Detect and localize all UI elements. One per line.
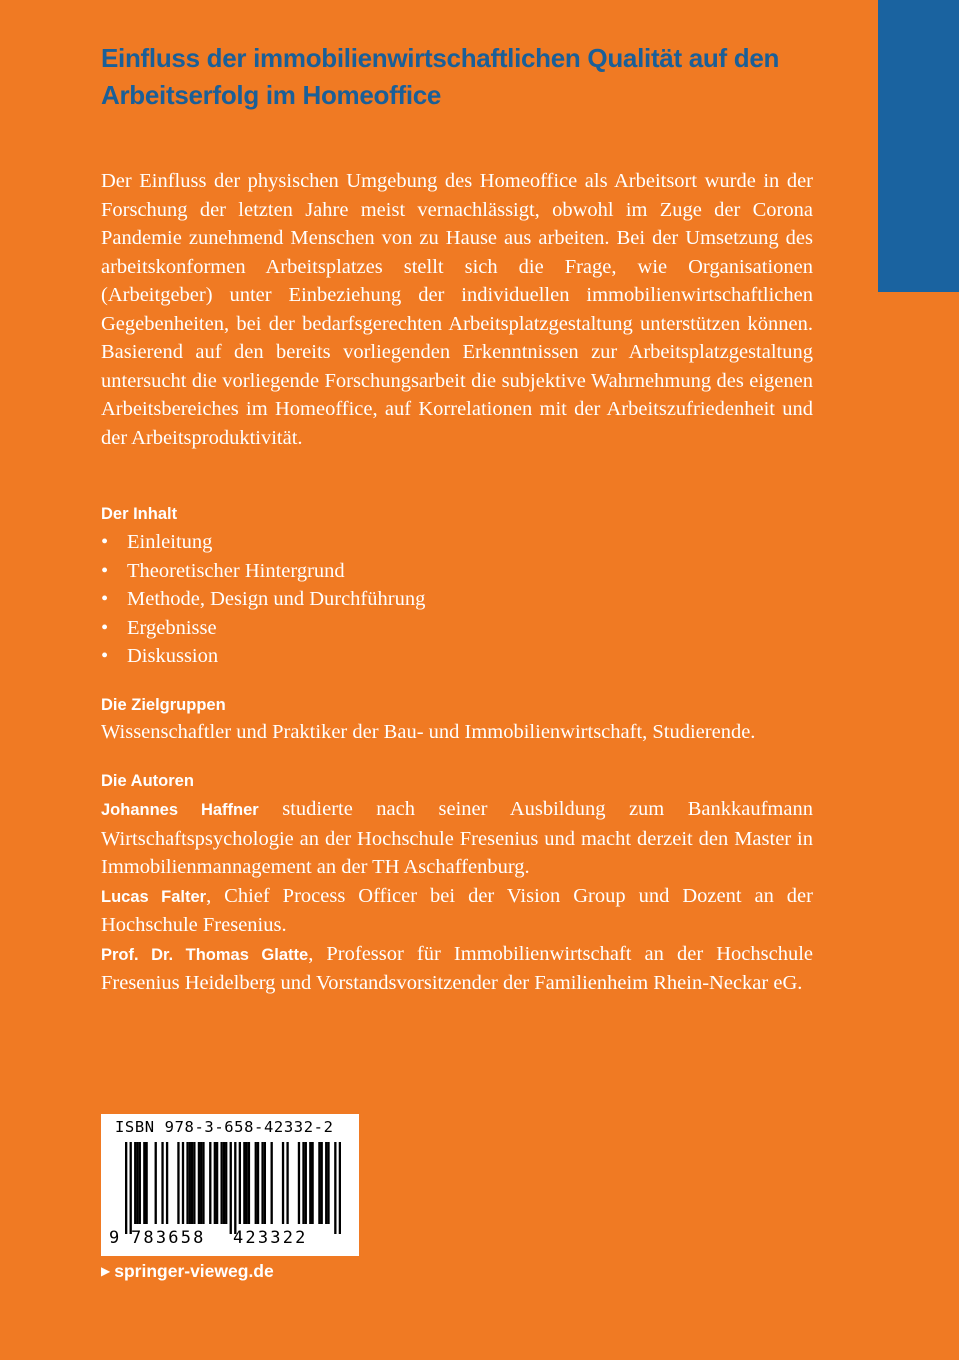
blue-accent-bar xyxy=(878,0,959,292)
barcode-bar xyxy=(334,1142,336,1234)
contents-item-label: Einleitung xyxy=(127,531,213,553)
barcode-bar xyxy=(261,1142,263,1224)
barcode-bar xyxy=(339,1142,341,1234)
barcode-bar xyxy=(143,1142,145,1224)
barcode-bar xyxy=(282,1142,284,1224)
barcode-bar xyxy=(182,1142,184,1224)
barcode-bar xyxy=(134,1142,136,1224)
publisher-website[interactable] xyxy=(101,1261,274,1282)
barcode-bar xyxy=(298,1142,300,1224)
barcode-bar xyxy=(202,1142,204,1224)
barcode-bar xyxy=(220,1142,222,1224)
title-line-2: Arbeitserfolg im Homeoffice xyxy=(101,80,442,110)
barcode-bar xyxy=(318,1142,320,1224)
contents-item xyxy=(101,557,425,586)
ean-digits-left: 783658 xyxy=(131,1228,206,1248)
barcode-bar xyxy=(243,1142,245,1224)
barcode-bar xyxy=(130,1142,132,1234)
author-name: Prof. Dr. Thomas Glatte xyxy=(101,945,309,964)
isbn-label: ISBN 978-3-658-42332-2 xyxy=(115,1118,334,1136)
author-name: Johannes Haffner xyxy=(101,801,259,819)
barcode-bar xyxy=(246,1142,248,1224)
authors-list xyxy=(101,795,813,998)
barcode-bar xyxy=(321,1142,323,1224)
bullet-icon: • xyxy=(101,588,109,610)
barcode-bar xyxy=(166,1142,168,1224)
contents-item xyxy=(101,614,425,643)
barcode-bar xyxy=(186,1142,188,1224)
barcode-bar xyxy=(161,1142,163,1224)
contents-item xyxy=(101,585,425,614)
bullet-icon: • xyxy=(101,616,109,639)
barcode-bar xyxy=(302,1142,304,1224)
bullet-icon: • xyxy=(101,531,109,553)
barcode-bar xyxy=(225,1142,227,1224)
barcode-bar xyxy=(193,1142,195,1224)
target-groups-heading: Die Zielgruppen xyxy=(101,696,226,714)
barcode-bar xyxy=(200,1142,202,1224)
title-line-1: Einfluss der immobilienwirtschaftlichen Qualität auf den xyxy=(101,43,780,73)
barcode-bar xyxy=(234,1142,236,1234)
barcode-bar xyxy=(239,1142,241,1224)
barcode-bar xyxy=(286,1142,288,1224)
barcode-bar xyxy=(305,1142,307,1224)
ean-digits-right: 423322 xyxy=(233,1228,308,1248)
barcode-bar xyxy=(177,1142,179,1224)
barcode-bar xyxy=(155,1142,157,1224)
barcode-bar xyxy=(257,1142,259,1224)
barcode-bar xyxy=(145,1142,147,1224)
contents-list xyxy=(101,528,425,671)
author-entry xyxy=(101,882,813,940)
bullet-icon: • xyxy=(101,559,109,582)
isbn-barcode xyxy=(101,1114,359,1256)
target-groups-text: Wissenschaftler und Praktiker der Bau- und Immobilienwirtschaft, Studierende. xyxy=(101,721,756,743)
barcode-bar xyxy=(136,1142,138,1224)
bullet-icon: • xyxy=(101,645,109,667)
barcode-bar xyxy=(264,1142,266,1224)
barcode-bar xyxy=(189,1142,191,1224)
barcode-bar xyxy=(191,1142,193,1224)
barcode-bar xyxy=(125,1142,127,1234)
author-entry xyxy=(101,940,813,998)
barcode-bar xyxy=(139,1142,141,1224)
barcode-bar xyxy=(327,1142,329,1224)
contents-item xyxy=(101,528,425,557)
contents-heading: Der Inhalt xyxy=(101,505,178,523)
barcode-bar xyxy=(216,1142,218,1224)
barcode-bar xyxy=(209,1142,211,1224)
authors-heading: Die Autoren xyxy=(101,772,194,790)
barcode-bar xyxy=(271,1142,273,1224)
barcode-bar xyxy=(309,1142,311,1224)
author-name: Lucas Falter xyxy=(101,887,207,906)
author-bio: , Professor für Immobilienwirtschaft an der Hochschule Fresenius Heidelberg und Vorstandsvorsitzender der Familienheim Rhein-Neckar eG. xyxy=(101,942,813,994)
barcode-bar xyxy=(255,1142,257,1224)
ean-digit-first: 9 xyxy=(109,1228,120,1248)
contents-item-label: Theoretischer Hintergrund xyxy=(127,559,345,582)
contents-item xyxy=(101,642,425,671)
barcode-bar xyxy=(325,1142,327,1224)
barcode-bars xyxy=(125,1142,341,1234)
author-entry xyxy=(101,795,813,882)
contents-item-label: Ergebnisse xyxy=(127,616,217,639)
contents-item-label: Diskussion xyxy=(127,645,219,667)
book-title xyxy=(101,40,801,114)
contents-item-label: Methode, Design und Durchführung xyxy=(127,588,426,610)
arrow-right-icon: ▶ xyxy=(101,1264,111,1278)
abstract-paragraph: Der Einfluss der physischen Umgebung des Homeoffice als Arbeitsort wurde in der Forschung der letzten Jahre meist vernachlässigt, obwohl im Zuge der Corona Pandemie zunehmend Menschen von zu Hause aus arbeiten. Bei der Umsetzung des arbeitskonformen Arbeitsplatzes stellt sich die Frage, wie Organisationen (Arbeitgeber) unter Einbeziehung der individuellen immobilienwirtschaftlichen Gegebenheiten, bei der bedarfsgerechten Arbeitsplatzgestaltung unterstützen können. Basierend auf den bereits vorliegenden Erkenntnissen zur Arbeitsplatzgestaltung untersucht die vorliegende Forschungsarbeit die subjektive Wahrnehmung des eigenen Arbeitsbereiches im Homeoffice, auf Korrelationen mit der Arbeitszufriedenheit und der Arbeitsproduktivität. xyxy=(101,170,813,449)
barcode-bar xyxy=(248,1142,250,1224)
barcode-bar xyxy=(223,1142,225,1224)
barcode-bar xyxy=(198,1142,200,1224)
author-bio: studierte nach seiner Ausbildung zum Bankkaufmann Wirtschaftspsychologie an der Hochschule Fresenius und macht derzeit den Master in Immobilienmannagement an der TH Aschaffenburg. xyxy=(101,798,813,878)
barcode-bar xyxy=(311,1142,313,1224)
website-label: springer-vieweg.de xyxy=(114,1261,274,1281)
barcode-bar xyxy=(230,1142,232,1234)
barcode-bar xyxy=(214,1142,216,1224)
author-bio: , Chief Process Officer bei der Vision Group und Dozent an der Hochschule Fresenius. xyxy=(101,884,813,936)
